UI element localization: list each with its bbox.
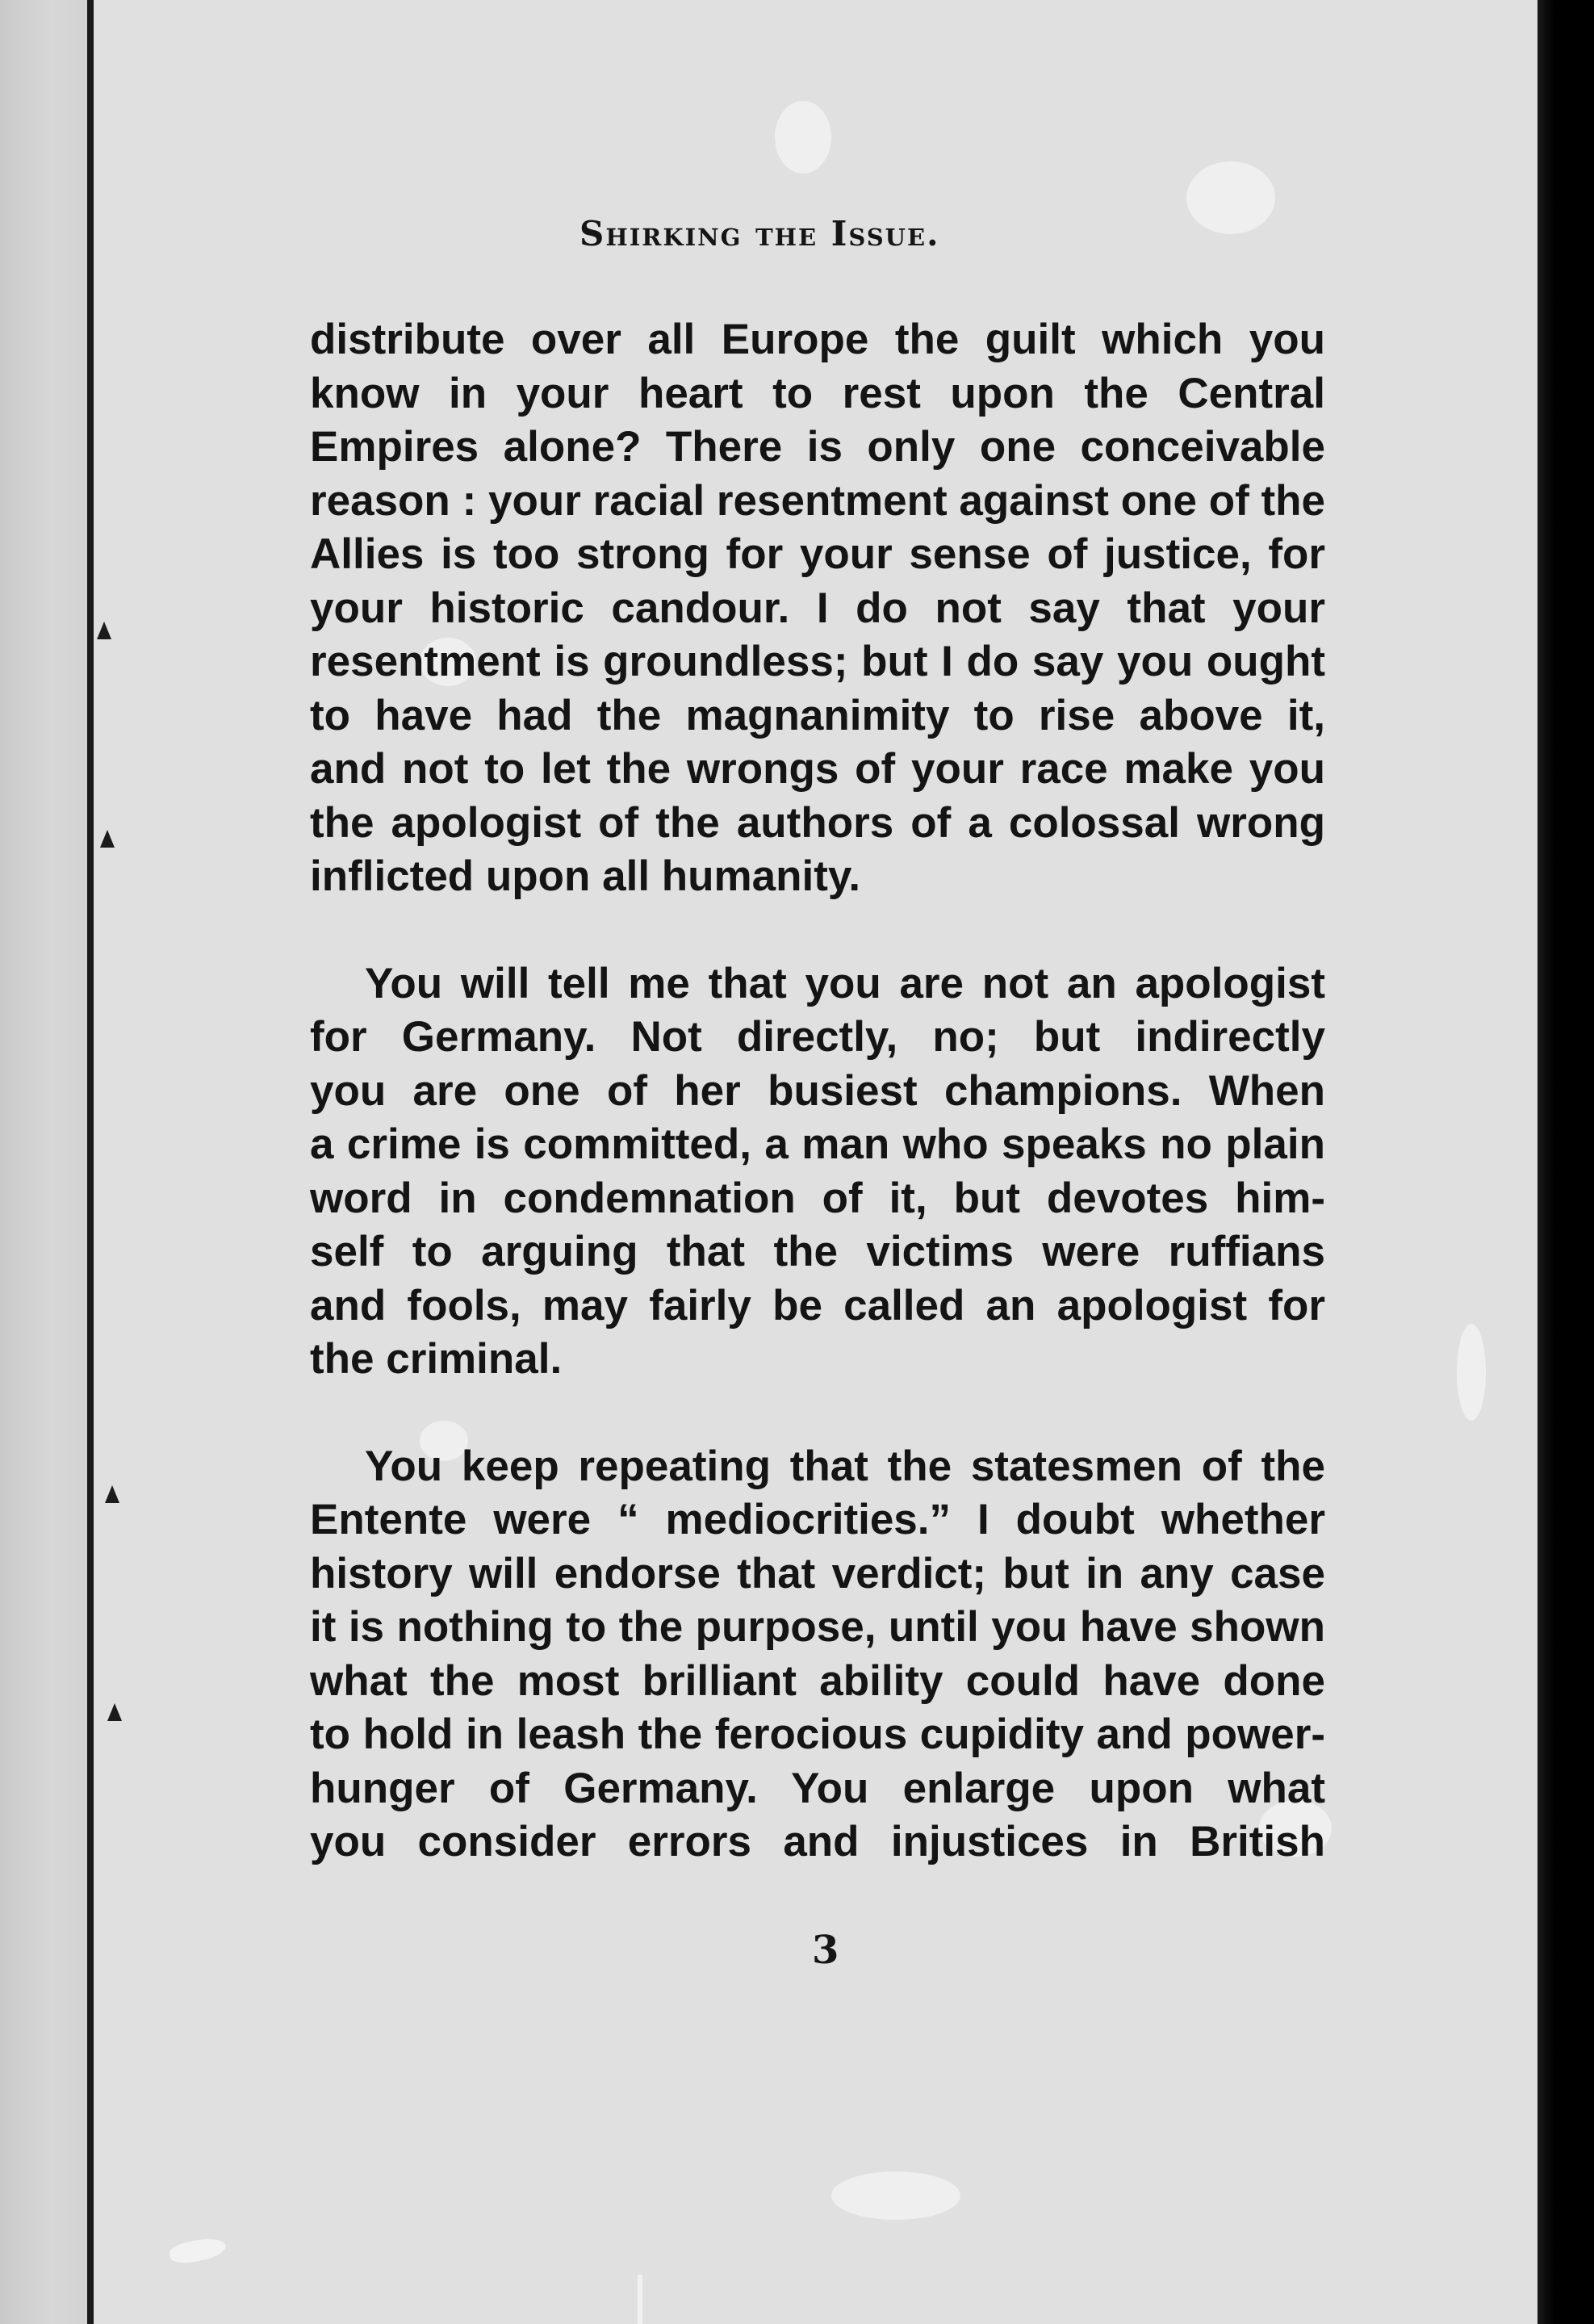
paragraph bbox=[310, 1440, 1325, 1870]
paper-speck bbox=[775, 101, 831, 174]
text-line: history will endorse that verdict; but in any case bbox=[310, 1549, 1325, 1597]
text-line: for Germany. Not directly, no; but indirectly bbox=[310, 1013, 1325, 1061]
text-line: to hold in leash the ferocious cupidity and power- bbox=[310, 1711, 1325, 1758]
text-line: you consider errors and injustices in British bbox=[310, 1818, 1325, 1865]
paper-speck bbox=[638, 2275, 642, 2324]
paragraph bbox=[310, 957, 1325, 1387]
text-line: your historic candour. I do not say that your bbox=[310, 584, 1325, 632]
margin-mark bbox=[100, 830, 115, 848]
text-line: and not to let the wrongs of your race make you bbox=[310, 745, 1325, 793]
text-line: the criminal. bbox=[310, 1335, 563, 1383]
text-line: You will tell me that you are not an apologist bbox=[365, 959, 1325, 1007]
text-line: a crime is committed, a man who speaks no plain bbox=[310, 1120, 1325, 1168]
text-line: You keep repeating that the statesmen of the bbox=[365, 1442, 1325, 1490]
scan-right-edge bbox=[1538, 0, 1594, 2324]
text-line: resentment is groundless; but I do say you ought bbox=[310, 638, 1325, 685]
text-line: word in condemnation of it, but devotes him- bbox=[310, 1174, 1325, 1222]
paper-speck bbox=[831, 2171, 960, 2220]
paragraph bbox=[310, 313, 1325, 904]
text-line: distribute over all Europe the guilt which you bbox=[310, 316, 1325, 363]
margin-mark bbox=[105, 1485, 119, 1503]
left-margin-shadow bbox=[0, 0, 87, 2324]
margin-mark bbox=[107, 1703, 122, 1721]
text-line: you are one of her busiest champions. When bbox=[310, 1066, 1325, 1115]
text-line: to have had the magnanimity to rise above it, bbox=[310, 691, 1325, 739]
text-line: Entente were “ mediocrities.” I doubt whether bbox=[310, 1496, 1325, 1543]
binding-rule bbox=[87, 0, 94, 2324]
text-line: Empires alone? There is only one conceivable bbox=[310, 423, 1325, 471]
text-line: reason : your racial resentment against one of the bbox=[310, 476, 1325, 525]
text-line: inflicted upon all humanity. bbox=[310, 852, 861, 900]
text-line: hunger of Germany. You enlarge upon what bbox=[310, 1764, 1325, 1812]
text-line: Allies is too strong for your sense of justice, for bbox=[310, 530, 1325, 578]
paper-speck bbox=[1457, 1324, 1486, 1421]
text-line: self to arguing that the victims were ruffians bbox=[310, 1228, 1325, 1275]
paper-speck bbox=[1186, 161, 1275, 234]
text-line: what the most brilliant ability could have done bbox=[310, 1656, 1325, 1705]
body-text bbox=[310, 313, 1325, 1870]
text-line: it is nothing to the purpose, until you have shown bbox=[310, 1603, 1325, 1651]
page-number: 3 bbox=[812, 1928, 839, 1973]
running-head: Shirking the Issue. bbox=[579, 214, 940, 253]
text-line: and fools, may fairly be called an apologist for bbox=[310, 1281, 1325, 1329]
text-line: know in your heart to rest upon the Central bbox=[310, 369, 1325, 417]
margin-mark bbox=[97, 622, 111, 639]
text-line: the apologist of the authors of a colossal wrong bbox=[310, 798, 1325, 847]
